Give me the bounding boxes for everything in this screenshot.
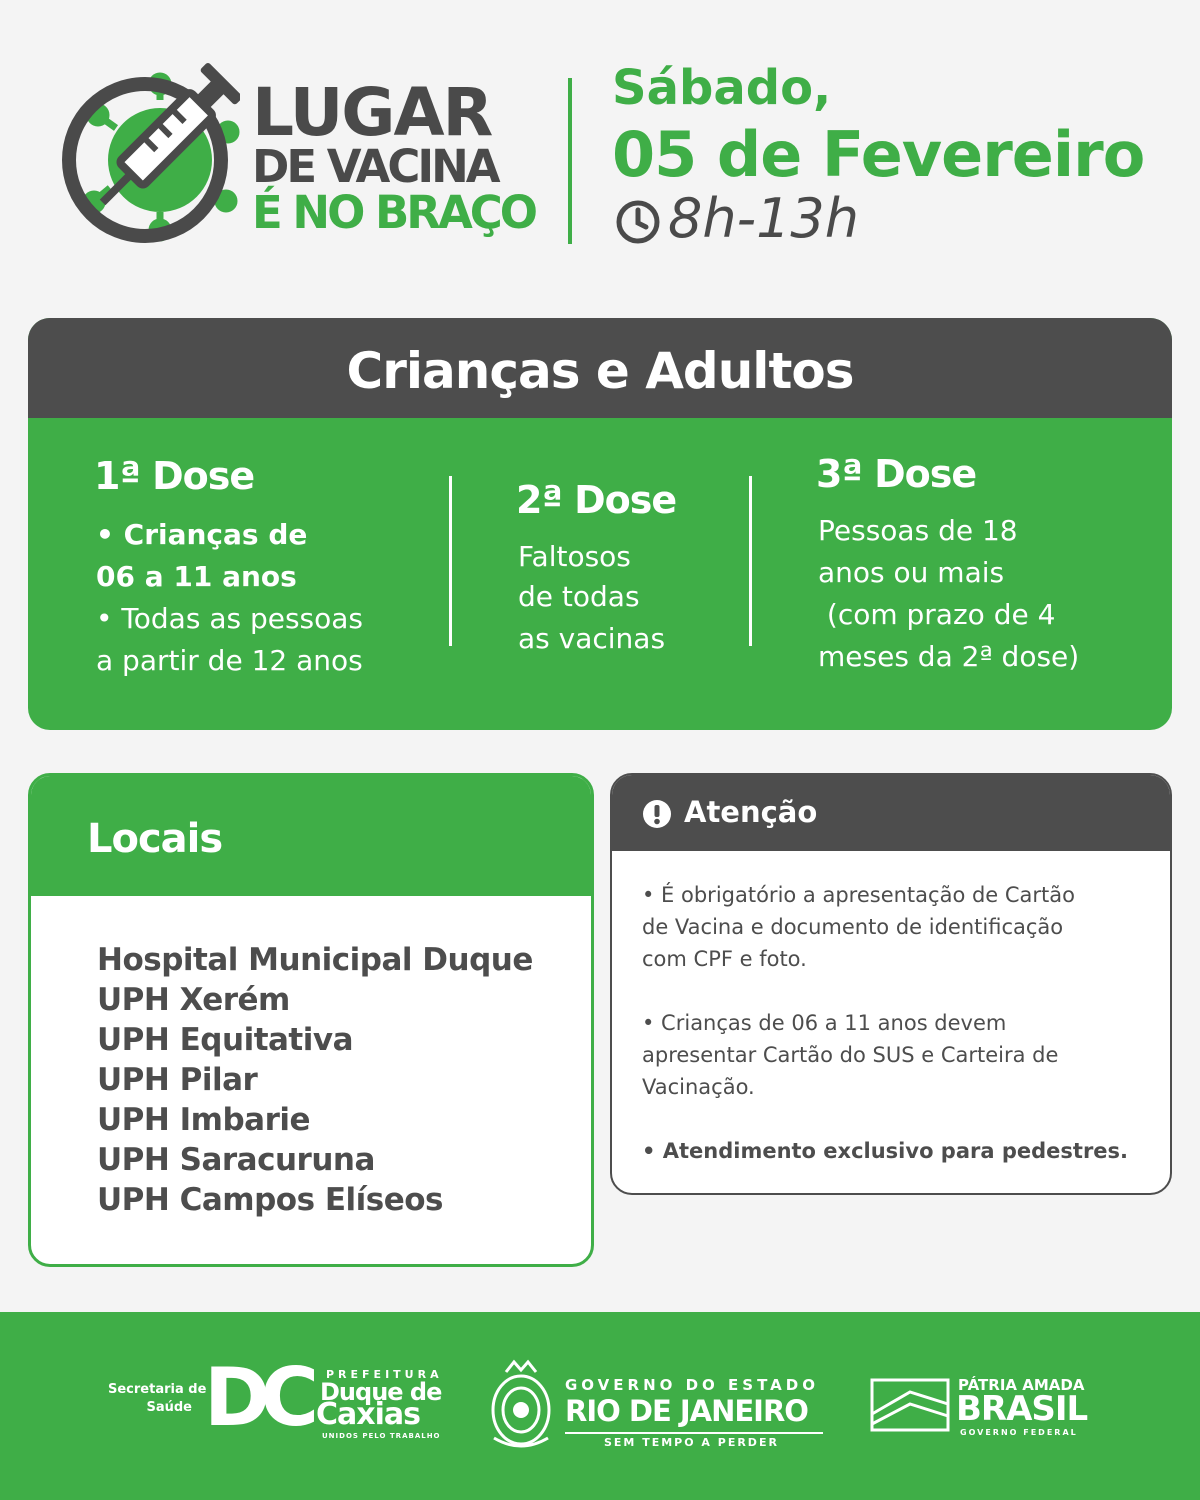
location-item: Hospital Municipal Duque bbox=[97, 942, 533, 978]
location-item: UPH Equitativa bbox=[97, 1022, 354, 1058]
attention-line: • Atendimento exclusivo para pedestres. bbox=[642, 1139, 1129, 1163]
brasil-line2: BRASIL bbox=[956, 1389, 1088, 1429]
brasil-line3: GOVERNO FEDERAL bbox=[960, 1428, 1078, 1437]
dose2-title: 2ª Dose bbox=[516, 478, 677, 522]
dose3-line: anos ou mais bbox=[818, 556, 1005, 589]
doses-title: Crianças e Adultos bbox=[346, 342, 854, 400]
attention-title: Atenção bbox=[684, 795, 818, 829]
locais-title: Locais bbox=[87, 816, 223, 862]
dose1-line: a partir de 12 anos bbox=[96, 644, 363, 677]
syringe-virus-icon bbox=[50, 60, 240, 250]
doses-card bbox=[28, 318, 1172, 730]
dose2-line: Faltosos bbox=[518, 540, 631, 573]
attention-card bbox=[610, 773, 1172, 1195]
location-item: UPH Saracuruna bbox=[97, 1142, 375, 1178]
locais-header bbox=[31, 776, 591, 896]
secretaria-label-line2: Saúde bbox=[146, 1400, 192, 1415]
secretaria-label-line1: Secretaria de bbox=[108, 1382, 207, 1397]
caxias-tagline: UNIDOS PELO TRABALHO bbox=[322, 1432, 441, 1440]
campaign-logo-line2: DE VACINA bbox=[252, 140, 498, 193]
dose2-line: as vacinas bbox=[518, 622, 666, 655]
event-day: Sábado, bbox=[612, 60, 832, 116]
attention-line: com CPF e foto. bbox=[642, 947, 807, 971]
caxias-name-line1: Duque de bbox=[320, 1378, 442, 1406]
attention-line: • É obrigatório a apresentação de Cartão bbox=[642, 883, 1076, 907]
brasil-flag-icon bbox=[870, 1374, 950, 1434]
dose3-title: 3ª Dose bbox=[816, 452, 977, 496]
location-item: UPH Xerém bbox=[97, 982, 290, 1018]
caxias-name-line2: Caxias bbox=[316, 1397, 420, 1432]
header-divider bbox=[568, 78, 572, 244]
brasil-line1: PÁTRIA AMADA bbox=[958, 1376, 1085, 1394]
dose2-line: de todas bbox=[518, 580, 640, 613]
attention-line: • Crianças de 06 a 11 anos devem bbox=[642, 1011, 1007, 1035]
campaign-logo-line1: LUGAR bbox=[252, 74, 492, 151]
location-item: UPH Pilar bbox=[97, 1062, 258, 1098]
dose-divider bbox=[749, 476, 752, 646]
dose3-line: Pessoas de 18 bbox=[818, 514, 1018, 547]
locais-card bbox=[28, 773, 594, 1267]
warning-icon bbox=[642, 799, 672, 829]
attention-line: de Vacina e documento de identificação bbox=[642, 915, 1064, 939]
rj-line3: SEM TEMPO A PERDER bbox=[604, 1436, 779, 1449]
caxias-prefeitura: PREFEITURA bbox=[326, 1368, 443, 1381]
clock-icon bbox=[614, 198, 662, 246]
dose-divider bbox=[449, 476, 452, 646]
dose1-line: • Crianças de bbox=[96, 518, 308, 551]
rj-underline bbox=[565, 1432, 823, 1434]
event-date: 05 de Fevereiro bbox=[612, 118, 1145, 191]
attention-line: apresentar Cartão do SUS e Carteira de bbox=[642, 1043, 1059, 1067]
dose3-line: meses da 2ª dose) bbox=[818, 640, 1080, 673]
campaign-logo-line3: É NO BRAÇO bbox=[252, 186, 536, 239]
location-item: UPH Imbarie bbox=[97, 1102, 311, 1138]
rj-line1: GOVERNO DO ESTADO bbox=[565, 1376, 819, 1394]
rj-line2: RIO DE JANEIRO bbox=[565, 1394, 808, 1428]
doses-header bbox=[28, 318, 1172, 418]
location-item: UPH Campos Elíseos bbox=[97, 1182, 443, 1218]
dose1-line: 06 a 11 anos bbox=[96, 560, 297, 593]
attention-header bbox=[612, 775, 1170, 851]
rio-coat-of-arms-icon bbox=[486, 1358, 556, 1452]
attention-line: Vacinação. bbox=[642, 1075, 755, 1099]
dose3-line: (com prazo de 4 bbox=[818, 598, 1056, 631]
dose1-line: • Todas as pessoas bbox=[96, 602, 364, 635]
dose1-title: 1ª Dose bbox=[94, 454, 255, 498]
caxias-monogram-logo: DC bbox=[204, 1351, 310, 1444]
footer-logos bbox=[0, 1312, 1200, 1500]
event-time: 8h-13h bbox=[668, 187, 860, 250]
